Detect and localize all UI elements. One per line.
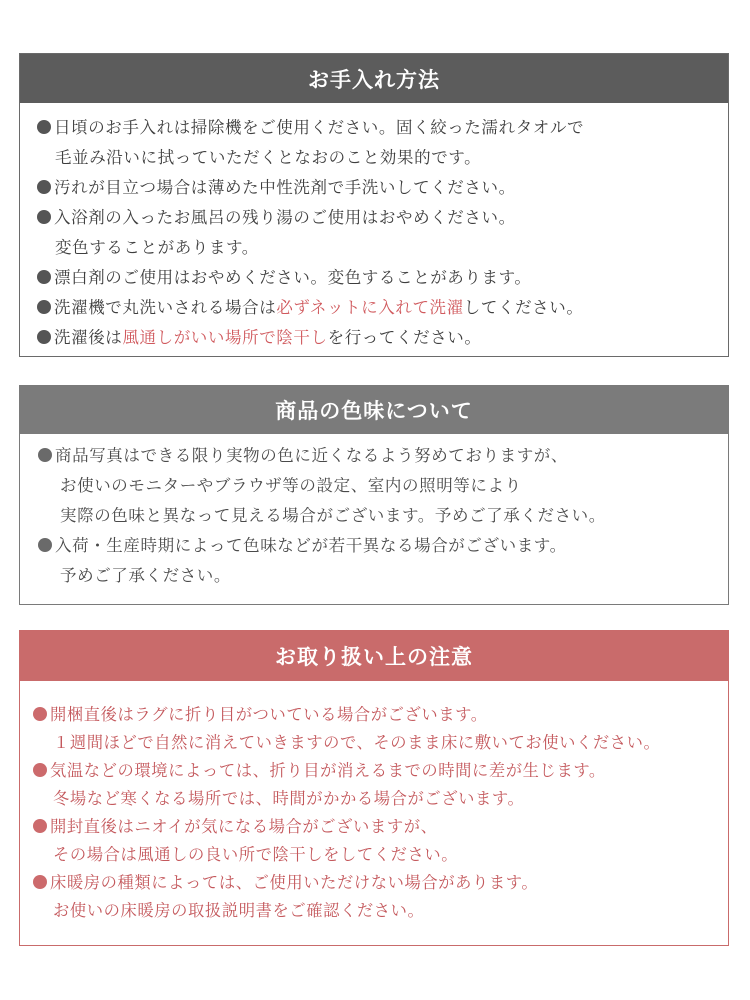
care-instructions-body <box>20 103 728 353</box>
bullet-item <box>37 173 728 203</box>
bullet-item <box>37 263 728 293</box>
bullet-item <box>37 293 728 323</box>
bullet-item <box>33 869 728 897</box>
product-color-section <box>19 385 729 605</box>
line-text: お使いのモニターやブラウザ等の設定、室内の照明等により <box>60 476 522 495</box>
line-text: 日頃のお手入れは掃除機をご使用ください。固く絞った濡れタオルで <box>54 118 585 137</box>
bullet-item-continuation <box>33 897 728 925</box>
line-text: 入荷・生産時期によって色味などが若干異なる場合がございます。 <box>55 536 567 555</box>
line-text: 漂白剤のご使用はおやめください。変色することがあります。 <box>54 268 532 287</box>
product-color-header <box>20 386 728 434</box>
bullet-dot-icon <box>38 538 52 552</box>
bullet-item <box>33 701 728 729</box>
bullet-dot-icon <box>33 819 47 833</box>
line-text: 開封直後はニオイが気になる場合がございますが、 <box>50 817 438 836</box>
bullet-item-continuation <box>38 471 728 501</box>
line-text: 冬場など寒くなる場所では、時間がかかる場合がございます。 <box>53 789 525 808</box>
bullet-item <box>33 813 728 841</box>
care-instructions-section <box>19 53 729 357</box>
bullet-dot-icon <box>37 210 51 224</box>
bullet-item-continuation <box>33 729 728 757</box>
line-text: 商品写真はできる限り実物の色に近くなるよう努めておりますが、 <box>55 446 568 465</box>
line-text: 入浴剤の入ったお風呂の残り湯のご使用はおやめください。 <box>54 208 516 227</box>
section-title: 商品の色味について <box>275 399 473 423</box>
product-color-body <box>20 434 728 591</box>
bullet-dot-icon <box>37 120 51 134</box>
bullet-dot-icon <box>37 300 51 314</box>
bullet-item <box>37 203 728 233</box>
bullet-item-continuation <box>33 785 728 813</box>
line-text: 変色することがあります。 <box>55 238 259 257</box>
bullet-item <box>33 757 728 785</box>
bullet-dot-icon <box>33 875 47 889</box>
bullet-dot-icon <box>33 707 47 721</box>
line-text: 洗濯後は <box>54 328 123 347</box>
line-text: 汚れが目立つ場合は薄めた中性洗剤で手洗いしてください。 <box>54 178 516 197</box>
bullet-item <box>38 441 728 471</box>
line-text: 気温などの環境によっては、折り目が消えるまでの時間に差が生じます。 <box>50 761 606 780</box>
highlighted-text: 必ずネットに入れて洗濯 <box>276 298 464 317</box>
line-text: してください。 <box>463 298 584 317</box>
line-text: 毛並み沿いに拭っていただくとなおのこと効果的です。 <box>55 148 482 167</box>
line-text: 実際の色味と異なって見える場合がございます。予めご了承ください。 <box>60 506 606 525</box>
line-text: １週間ほどで自然に消えていきますので、そのまま床に敷いてお使いください。 <box>53 733 661 752</box>
bullet-dot-icon <box>38 448 52 462</box>
handling-precautions-section <box>19 630 729 946</box>
line-text: 予めご了承ください。 <box>60 566 231 585</box>
section-title: お取り扱い上の注意 <box>275 645 473 669</box>
bullet-dot-icon <box>37 330 51 344</box>
bullet-item <box>37 323 728 353</box>
bullet-dot-icon <box>33 763 47 777</box>
bullet-item-continuation <box>38 501 728 531</box>
handling-precautions-body <box>20 681 728 925</box>
line-text: を行ってください。 <box>327 328 482 347</box>
bullet-item <box>37 113 728 143</box>
line-text: お使いの床暖房の取扱説明書をご確認ください。 <box>53 901 425 920</box>
bullet-item-continuation <box>37 233 728 263</box>
line-text: 開梱直後はラグに折り目がついている場合がございます。 <box>50 705 488 724</box>
line-text: その場合は風通しの良い所で陰干しをしてください。 <box>53 845 459 864</box>
bullet-item-continuation <box>33 841 728 869</box>
care-instructions-header <box>20 54 728 103</box>
handling-precautions-header <box>20 631 728 681</box>
bullet-dot-icon <box>37 270 51 284</box>
bullet-item <box>38 531 728 561</box>
bullet-dot-icon <box>37 180 51 194</box>
bullet-item-continuation <box>37 143 728 173</box>
line-text: 洗濯機で丸洗いされる場合は <box>54 298 277 317</box>
highlighted-text: 風通しがいい場所で陰干し <box>122 328 328 347</box>
section-title: お手入れ方法 <box>308 67 440 92</box>
line-text: 床暖房の種類によっては、ご使用いただけない場合があります。 <box>50 873 539 892</box>
bullet-item-continuation <box>38 561 728 591</box>
